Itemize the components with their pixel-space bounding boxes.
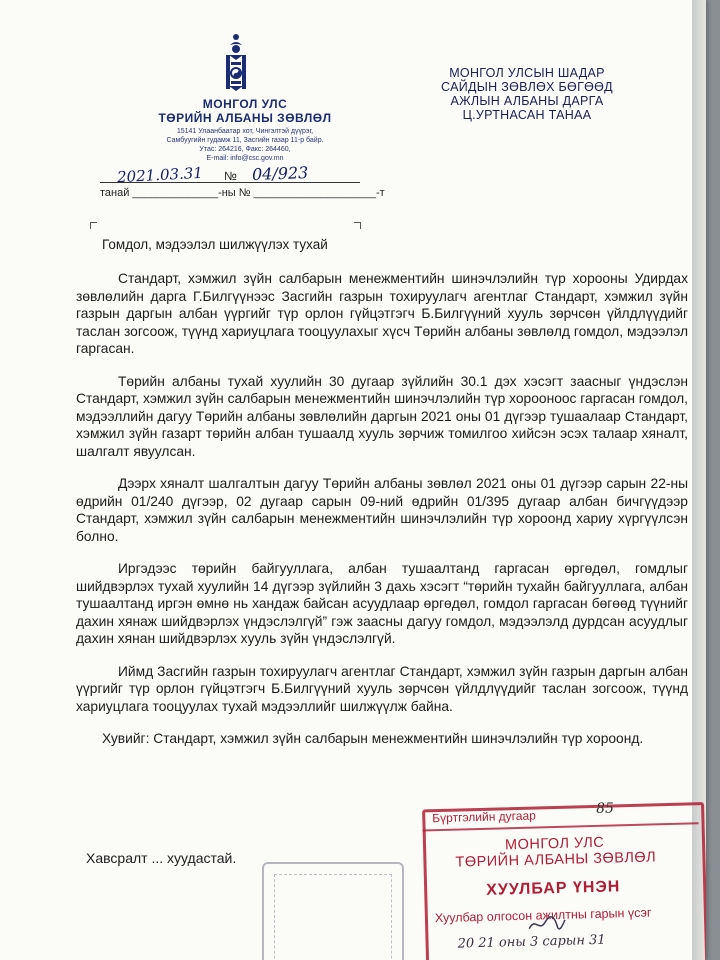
stamp-registration-label: Бүртгэлийн дугаар <box>432 808 536 826</box>
certified-copy-stamp <box>404 782 706 960</box>
subject-corner-left <box>90 222 97 229</box>
registration-underline <box>100 182 360 183</box>
stamp-registration-number: 85 <box>595 800 615 817</box>
organization-name <box>150 97 340 125</box>
faint-seal-stamp <box>262 862 404 960</box>
body-paragraph-1: Стандарт, хэмжил зүйн салбарын менежментийн шинэчлэлийн түр хорооны Удирдах зөвлөлийн дарга Г.Билгүүнээс Засгийн газрын тохируулагч агентлаг Стандарт, хэмжил зүйн газрын даргын албан үүргийг түр орлон гүйцэтгэгч Б.Билгүүний хууль зөрчсөн үйлдлүүдийг таслан зогсоож, түүнд хариуцлага тооцуулахыг хүсч Төрийн албаны зөвлөлд гомдол, мэдээлэл гаргасан. <box>76 271 688 356</box>
subject-corner-right <box>354 222 361 229</box>
org-name-line2: ТӨРИЙН АЛБАНЫ ЗӨВЛӨЛ <box>158 111 332 125</box>
handwritten-date: 2021.03.31 <box>116 163 204 187</box>
stamp-signature-label: Хуулбар олгосон ажилтны гарын үсэг <box>434 905 652 926</box>
address-line4: E-mail: info@csc.gov.mn <box>206 155 284 162</box>
faint-seal-inner <box>274 874 392 960</box>
recipient-line3: АЖЛЫН АЛБАНЫ ДАРГА <box>450 94 604 108</box>
recipient-line1: МОНГОЛ УЛСЫН ШАДАР <box>449 66 605 80</box>
signature-icon <box>527 914 568 935</box>
organization-address <box>140 127 350 163</box>
body-paragraph-4: Иргэдээс төрийн байгууллага, албан тушаалтанд гаргасан өргөдөл, гомдлыг шийдвэрлэх тухай хуулийн 14 дүгээр зүйлийн 3 дахь хэсэгт “төрийн тухайн байгууллага, албан тушаалтанд иргэн өмнө нь хандаж байсан асуудлаар өргөдөл, гомдол гаргасан бөгөөд түүнийг дахин хянаж шийдвэрлэх үндэслэлгүй” гэж заасны дагуу гомдол, мэдээлэлд дурдсан асуудлыг дахин хянан шийдвэрлэх хууль зүйн үндэслэлгүй. <box>76 561 688 646</box>
body-paragraph-5: Иймд Засгийн газрын тохируулагч агентлаг Стандарт, хэмжил зүйн газрын даргын албан үүргийг түр орлон гүйцэтгэгч Б.Билгүүний хууль зөрчсөн үйлдлүүдийг таслан зогсоож, түүнд хариуцлага тооцуулах тухай мэдээллийг шилжүүлж байна. <box>76 663 688 714</box>
reference-row: танай ______________-ны № ____________________-т <box>100 187 385 199</box>
number-label: № <box>224 169 237 183</box>
letter-subject: Гомдол, мэдээлэл шилжүүлэх тухай <box>102 237 328 252</box>
org-name-line1: МОНГОЛ УЛС <box>202 97 288 111</box>
recipient-line4: Ц.УРТНАСАН ТАНАА <box>462 108 592 122</box>
body-paragraph-3: Дээрх хяналт шалгалтын дагуу Төрийн албаны зөвлөл 2021 оны 01 дүгээр сарын 22-ны өдрийн 01/240 дүгээр, 02 дугаар сарын 09-ний өдрийн 01/395 дугаар албан бичгүүдээр Стандарт, хэмжил зүйн салбарын менежментийн шинэчлэлийн түр хороонд хариу хүргүүлсэн болно. <box>76 476 688 544</box>
letter-body <box>76 270 688 758</box>
stamp-date: 20 21 оны 3 сарын 31 <box>457 932 606 952</box>
attachment-note: Хавсралт ... хуудастай. <box>86 850 237 866</box>
address-line3: Утас: 264216, Факс: 264460, <box>199 146 291 153</box>
stamp-certified-copy: ХУУЛБАР ҮНЭН <box>485 878 621 899</box>
soyombo-emblem-icon <box>220 33 252 93</box>
address-line2: Самбуугийн гудамж 11, Засгийн газар 11-р байр. <box>166 137 324 144</box>
stamp-organization: ТӨРИЙН АЛБАНЫ ЗӨВЛӨЛ <box>455 849 657 871</box>
recipient-block <box>412 66 642 122</box>
body-paragraph-2: Төрийн албаны тухай хуулийн 30 дугаар зүйлийн 30.1 дэх хэсэгт заасныг үндэслэн Стандарт, хэмжил зүйн салбарын менежментийн шинэчлэлийн түр хорооноос гаргасан гомдол, мэдээллийн дагуу Төрийн албаны зөвлөлийн даргын 2021 оны 01 дүгээр тушаалаар Стандарт, хэмжил зүйн газарт төрийн албан тушаалд хууль зөрчиж томилгоо хийсэн эсэх талаар хяналт, шалгалт явуулсан. <box>76 373 688 459</box>
handwritten-number: 04/923 <box>251 163 309 184</box>
registration-line <box>100 163 385 210</box>
copy-to-note: Хувийг: Стандарт, хэмжил зүйн салбарын менежментийн шинэчлэлийн түр хороонд. <box>102 731 644 746</box>
stamp-country: МОНГОЛ УЛС <box>504 834 605 854</box>
recipient-line2: САЙДЫН ЗӨВЛӨХ БӨГӨӨД <box>441 80 613 94</box>
address-line1: 15141 Улаанбаатар хот, Чингэлтэй дүүрэг, <box>176 128 314 135</box>
